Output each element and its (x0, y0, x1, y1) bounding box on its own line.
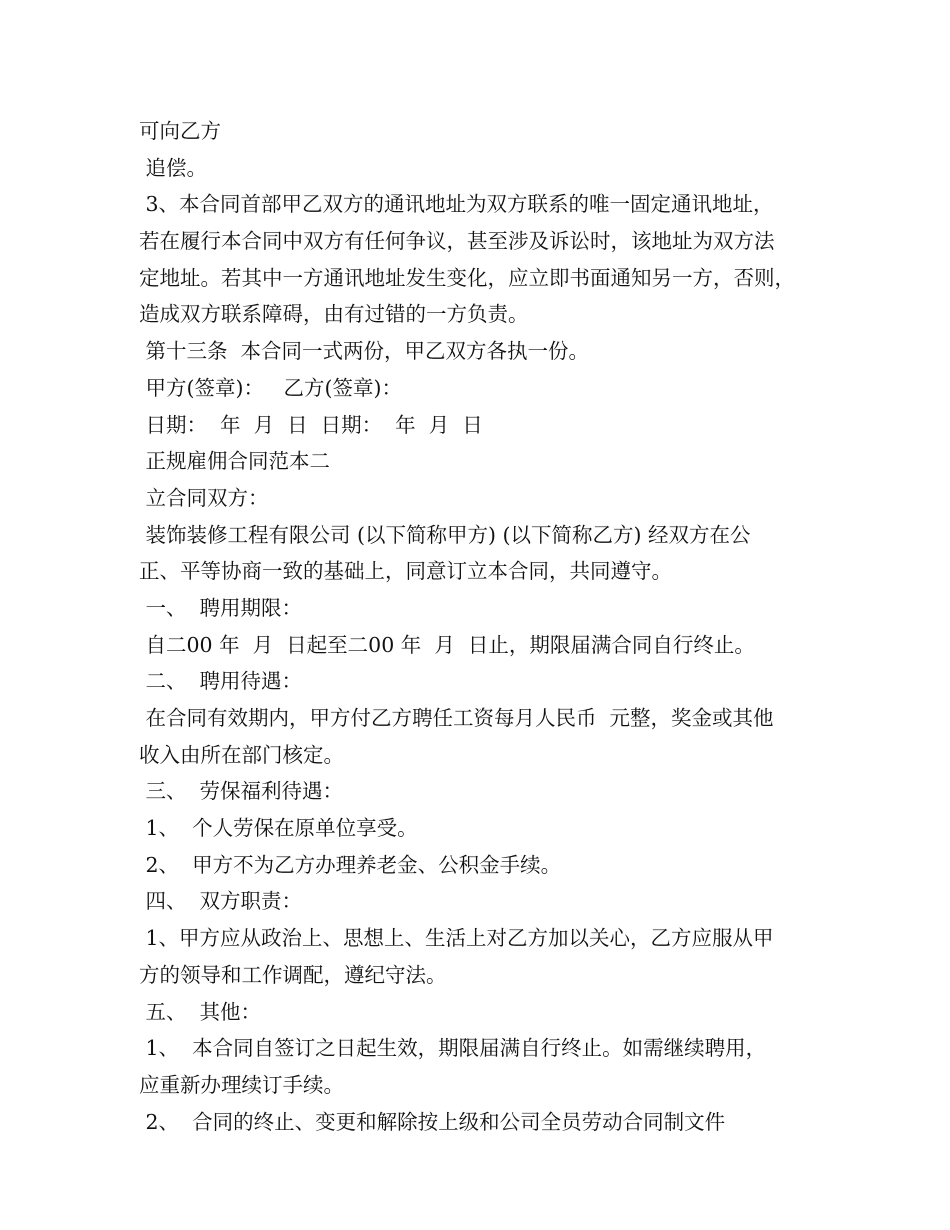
clause-heading: 四、 双方职责： (139, 889, 303, 914)
signature-line: 甲方(签章)： 乙方(签章)： (139, 375, 403, 400)
text-line: 在合同有效期内，甲方付乙方聘任工资每月人民币 元整，奖金或其他 (139, 706, 774, 730)
date-line: 日期： 年 月 日 日期： 年 月 日 (139, 412, 483, 437)
text-line: 定地址。若其中一方通讯地址发生变化，应立即书面通知另一方，否则， (139, 265, 795, 290)
section-title: 正规雇佣合同范本二 (139, 449, 331, 474)
list-item: 1、 本合同自签订之日起生效，期限届满自行终止。如需继续聘用， (139, 1036, 767, 1061)
clause-heading: 一、 聘用期限： (139, 595, 303, 620)
article-13-line: 第十三条 本合同一式两份，甲乙双方各执一份。 (139, 339, 590, 364)
text-line: 装饰装修工程有限公司 (以下简称甲方) (以下简称乙方) 经双方在公 (139, 522, 751, 547)
clause-heading: 二、 聘用待遇： (139, 669, 303, 694)
text-line: 3、本合同首部甲乙双方的通讯地址为双方联系的唯一固定通讯地址， (139, 192, 774, 217)
parties-heading: 立合同双方： (139, 485, 269, 510)
text-line: 可向乙方 (139, 119, 221, 143)
text-line: 造成双方联系障碍，由有过错的一方负责。 (139, 302, 529, 327)
list-item: 1、 个人劳保在原单位享受。 (139, 816, 418, 841)
clause-heading: 五、 其他： (139, 999, 262, 1024)
text-line: 应重新办理续订手续。 (139, 1072, 344, 1097)
text-line: 若在履行本合同中双方有任何争议，甚至涉及诉讼时，该地址为双方法 (139, 229, 775, 254)
text-line: 自二00 年 月 日起至二00 年 月 日止，期限届满合同自行终止。 (139, 632, 755, 657)
text-line: 追偿。 (139, 155, 208, 180)
text-line: 正、平等协商一致的基础上，同意订立本合同，共同遵守。 (139, 559, 672, 584)
document-body (139, 113, 839, 1140)
list-item: 2、 合同的终止、变更和解除按上级和公司全员劳动合同制文件 (139, 1109, 726, 1134)
text-line: 方的领导和工作调配，遵纪守法。 (139, 962, 447, 987)
list-item: 2、 甲方不为乙方办理养老金、公积金手续。 (139, 852, 562, 877)
list-item: 1、甲方应从政治上、思想上、生活上对乙方加以关心，乙方应服从甲 (139, 926, 774, 951)
text-line: 收入由所在部门核定。 (139, 742, 344, 767)
clause-heading: 三、 劳保福利待遇： (139, 779, 344, 804)
